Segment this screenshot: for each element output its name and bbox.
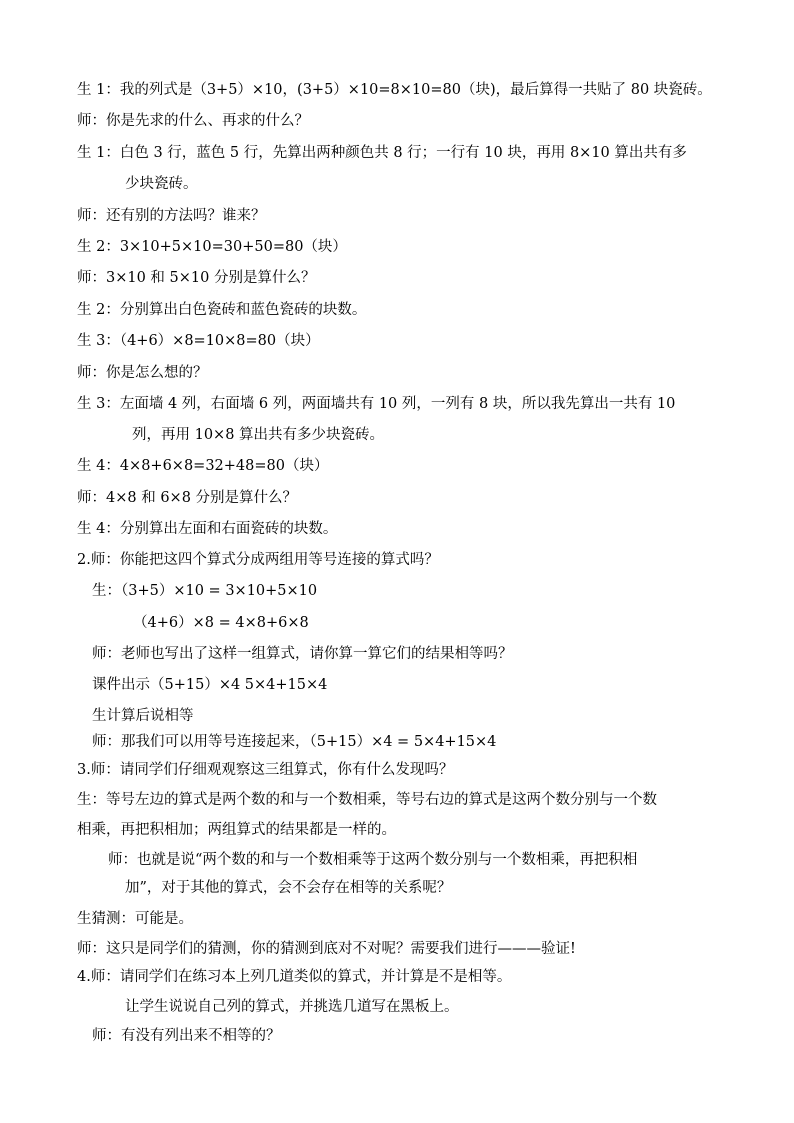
- paragraph-line: 师：有没有列出来不相等的？: [92, 1028, 281, 1044]
- paragraph-line: 师：也就是说“两个数的和与一个数相乘等于这两个数分别与一个数相乘，再把积相: [108, 852, 638, 868]
- paragraph-line: （4+6）×8 = 4×8+6×8: [133, 615, 309, 631]
- paragraph-line: 生 2：3×10+5×10=30+50=80（块）: [77, 239, 347, 255]
- paragraph-line: 生：等号左边的算式是两个数的和与一个数相乘，等号右边的算式是这两个数分别与一个数: [77, 792, 657, 808]
- paragraph-line: 师：你是先求的什么、再求的什么？: [77, 113, 309, 129]
- paragraph-line: 生 1：白色 3 行，蓝色 5 行，先算出两种颜色共 8 行；一行有 10 块，再用 8×10 算出共有多: [77, 145, 687, 161]
- paragraph-line: 生 4：分别算出左面和右面瓷砖的块数。: [77, 521, 338, 537]
- paragraph-line: 3.师：请同学们仔细观观察这三组算式，你有什么发现吗？: [77, 762, 454, 778]
- paragraph-line: 生猜测：可能是。: [77, 911, 193, 927]
- paragraph-line: 生 3：（4+6）×8=10×8=80（块）: [77, 333, 320, 349]
- paragraph-line: 师：这只是同学们的猜测，你的猜测到底对不对呢？需要我们进行———验证!: [77, 941, 576, 957]
- paragraph-line: 生：（3+5）×10 = 3×10+5×10: [92, 583, 318, 599]
- paragraph-line: 课件出示（5+15）×4 5×4+15×4: [92, 677, 328, 693]
- paragraph-line: 师：老师也写出了这样一组算式，请你算一算它们的结果相等吗？: [92, 646, 513, 662]
- paragraph-line: 少块瓷砖。: [125, 176, 198, 192]
- paragraph-line: 加”，对于其他的算式，会不会存在相等的关系呢？: [125, 880, 452, 896]
- paragraph-line: 师：那我们可以用等号连接起来，（5+15）×4 = 5×4+15×4: [92, 734, 497, 750]
- paragraph-line: 师：你是怎么想的？: [77, 365, 208, 381]
- paragraph-line: 列，再用 10×8 算出共有多少块瓷砖。: [132, 427, 385, 443]
- paragraph-line: 4.师：请同学们在练习本上列几道类似的算式，并计算是不是相等。: [77, 969, 512, 985]
- paragraph-line: 师：还有别的方法吗？谁来？: [77, 208, 266, 224]
- paragraph-line: 2.师：你能把这四个算式分成两组用等号连接的算式吗？: [77, 552, 439, 568]
- paragraph-line: 生 3：左面墙 4 列，右面墙 6 列，两面墙共有 10 列，一列有 8 块，所以我先算出一共有 10: [77, 396, 676, 412]
- paragraph-line: 生 4：4×8+6×8=32+48=80（块）: [77, 458, 329, 474]
- paragraph-line: 相乘，再把积相加；两组算式的结果都是一样的。: [77, 822, 396, 838]
- paragraph-line: 让学生说说自己列的算式，并挑选几道写在黑板上。: [125, 999, 459, 1015]
- paragraph-line: 师：4×8 和 6×8 分别是算什么？: [77, 490, 298, 506]
- paragraph-line: 生计算后说相等: [92, 708, 194, 724]
- paragraph-line: 生 1：我的列式是（3+5）×10，(3+5）×10=8×10=80（块)，最后算得一共贴了 80 块瓷砖。: [77, 82, 712, 98]
- paragraph-line: 生 2：分别算出白色瓷砖和蓝色瓷砖的块数。: [77, 302, 367, 318]
- paragraph-line: 师：3×10 和 5×10 分别是算什么？: [77, 270, 316, 286]
